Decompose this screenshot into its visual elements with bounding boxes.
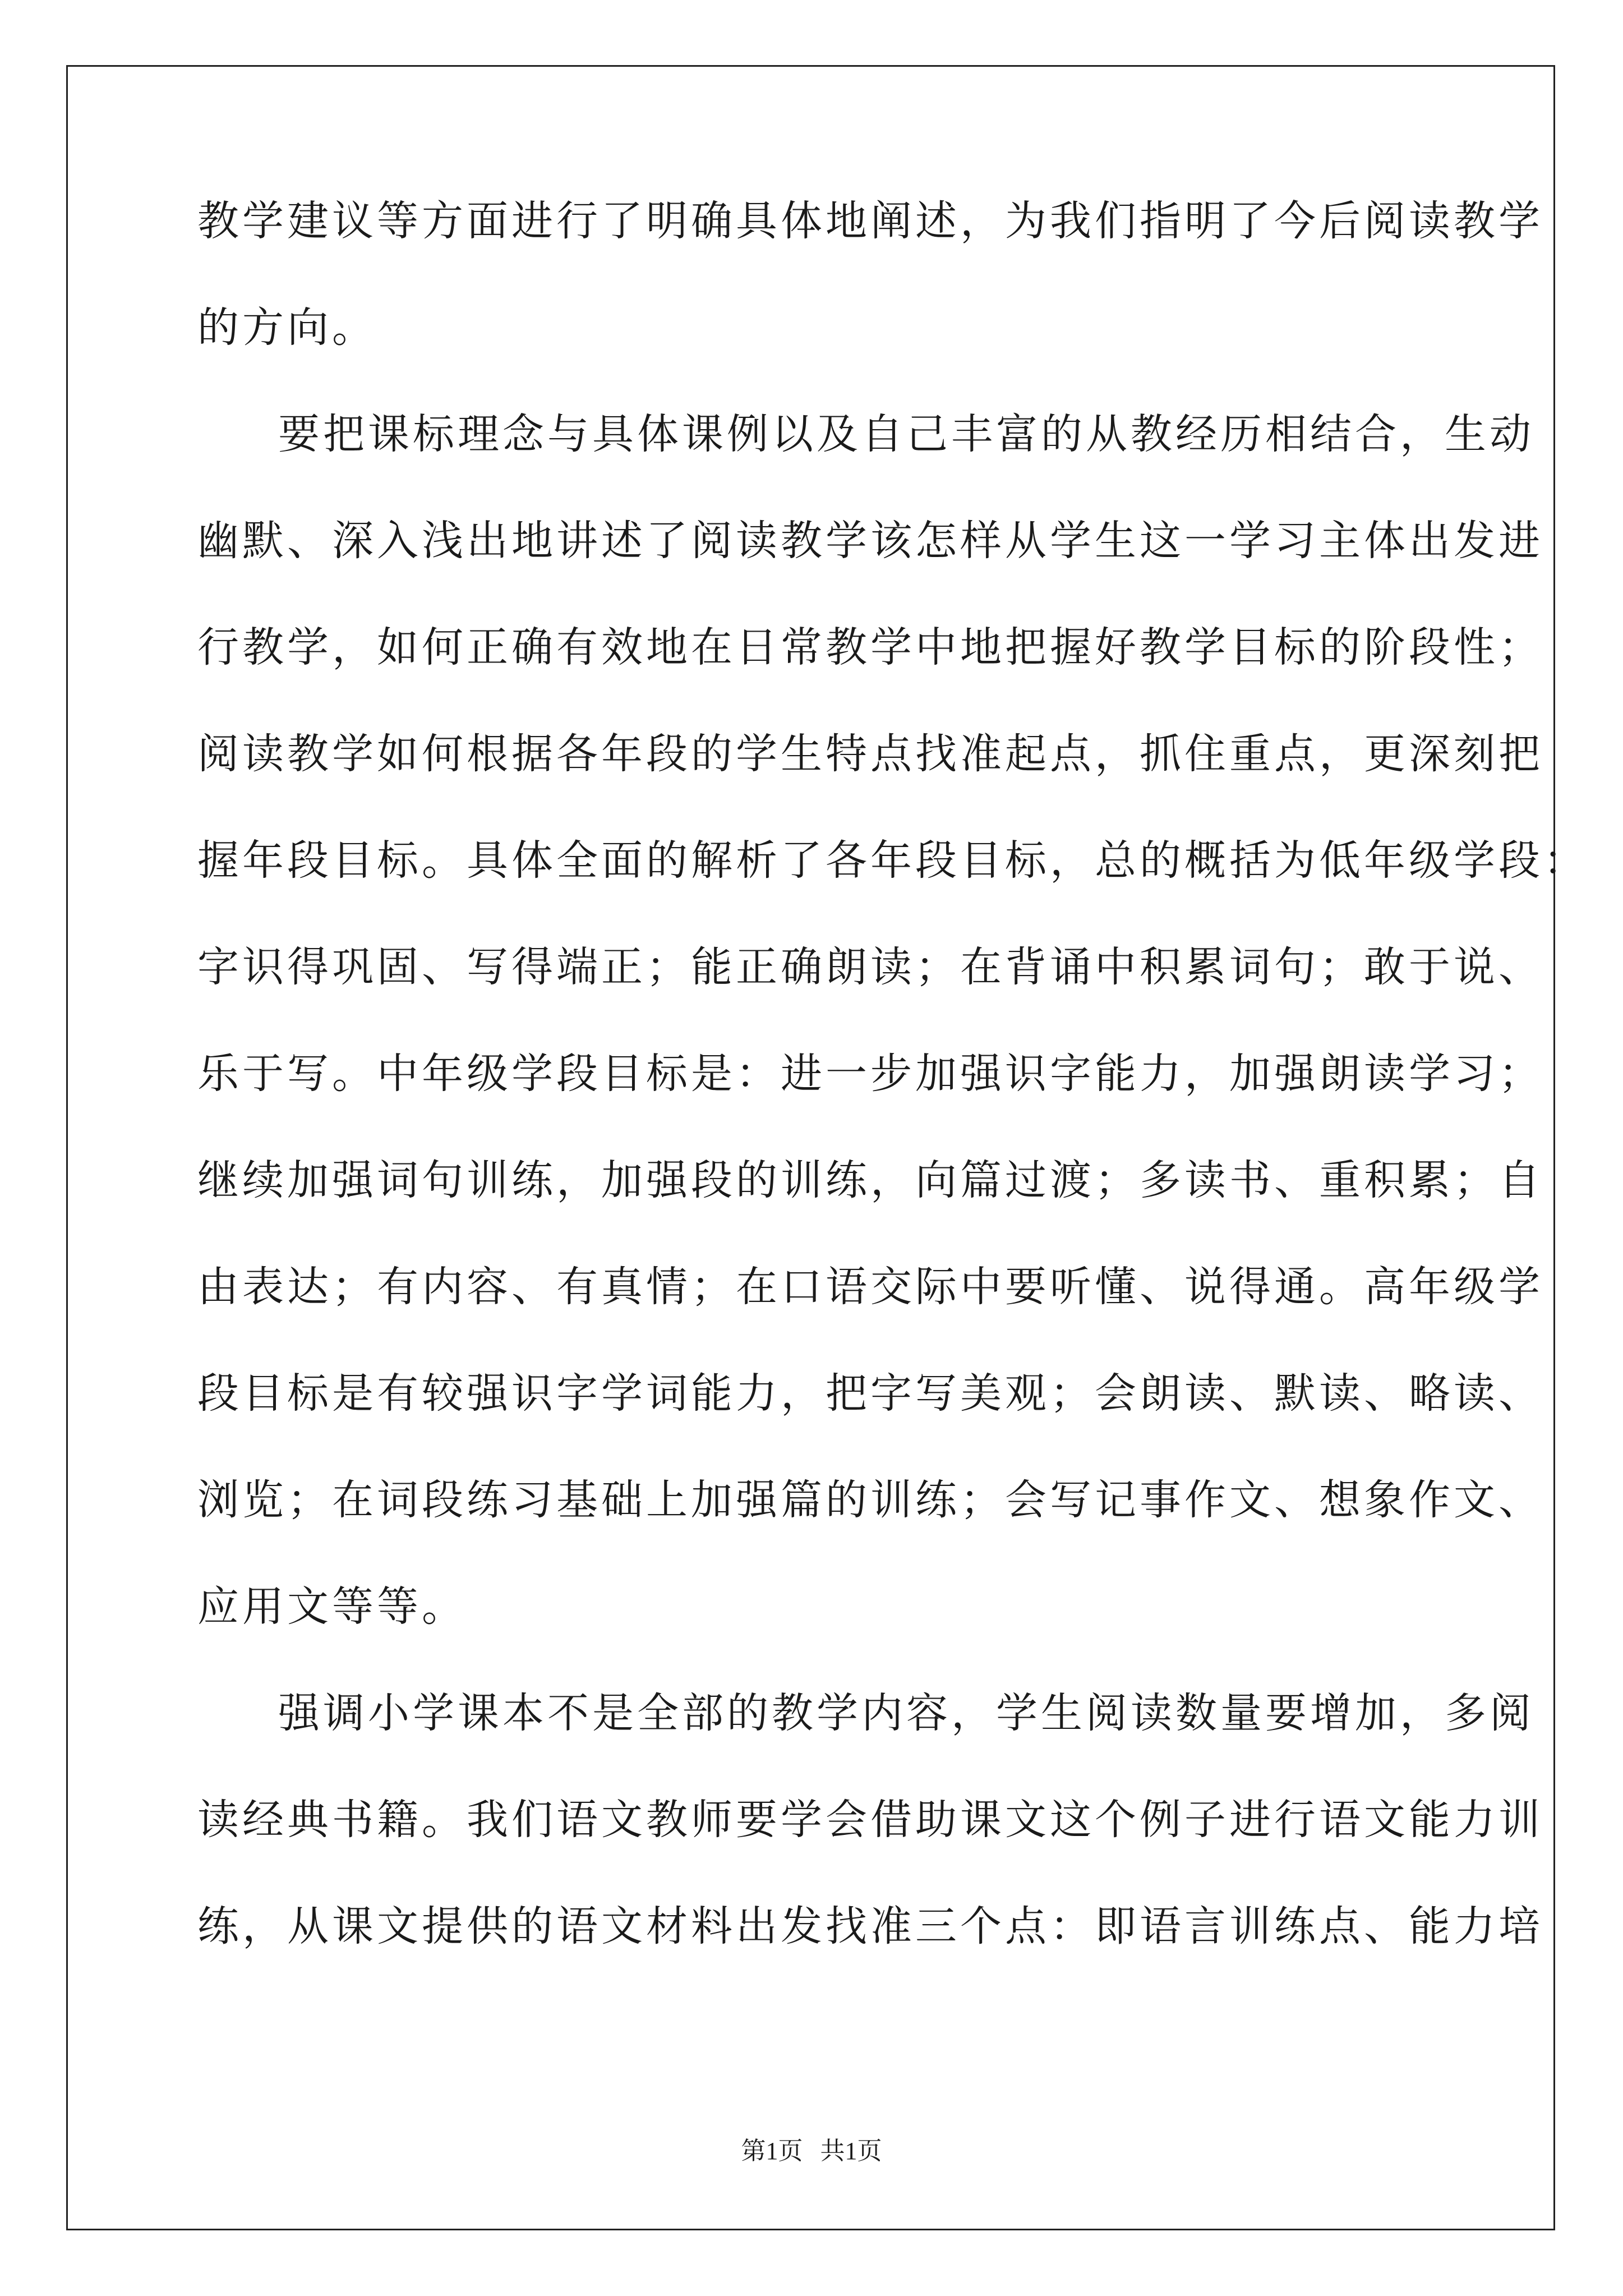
text-line: 教学建议等方面进行了明确具体地阐述，为我们指明了今后阅读教学	[197, 197, 1543, 245]
text-line: 浏览；在词段练习基础上加强篇的训练；会写记事作文、想象作文、	[197, 1476, 1543, 1524]
text-line: 应用文等等。	[197, 1582, 467, 1631]
text-line: 阅读教学如何根据各年段的学生特点找准起点，抓住重点，更深刻把	[197, 730, 1543, 778]
text-line: 继续加强词句训练，加强段的训练，向篇过渡；多读书、重积累；自	[197, 1156, 1543, 1204]
text-line: 读经典书籍。我们语文教师要学会借助课文这个例子进行语文能力训	[197, 1796, 1543, 1844]
text-line: 行教学，如何正确有效地在日常教学中地把握好教学目标的阶段性；	[197, 623, 1543, 671]
page-footer	[0, 2136, 1623, 2167]
page-number: 第1页	[741, 2137, 803, 2165]
page-total: 共1页	[820, 2137, 882, 2165]
paragraph-first-line: 要把课标理念与具体课例以及自己丰富的从教经历相结合，生动	[278, 410, 1534, 458]
text-line: 乐于写。中年级学段目标是：进一步加强识字能力，加强朗读学习；	[197, 1050, 1543, 1098]
text-line: 幽默、深入浅出地讲述了阅读教学该怎样从学生这一学习主体出发进	[197, 517, 1543, 565]
text-line: 练，从课文提供的语文材料出发找准三个点：即语言训练点、能力培	[197, 1902, 1543, 1950]
text-line: 由表达；有内容、有真情；在口语交际中要听懂、说得通。高年级学	[197, 1263, 1543, 1311]
paragraph-first-line: 强调小学课本不是全部的教学内容，学生阅读数量要增加，多阅	[278, 1689, 1534, 1737]
text-line: 字识得巩固、写得端正；能正确朗读；在背诵中积累词句；敢于说、	[197, 943, 1543, 991]
text-line: 握年段目标。具体全面的解析了各年段目标，总的概括为低年级学段：	[197, 836, 1588, 885]
text-line: 段目标是有较强识字学词能力，把字写美观；会朗读、默读、略读、	[197, 1369, 1543, 1418]
text-line: 的方向。	[197, 303, 377, 352]
